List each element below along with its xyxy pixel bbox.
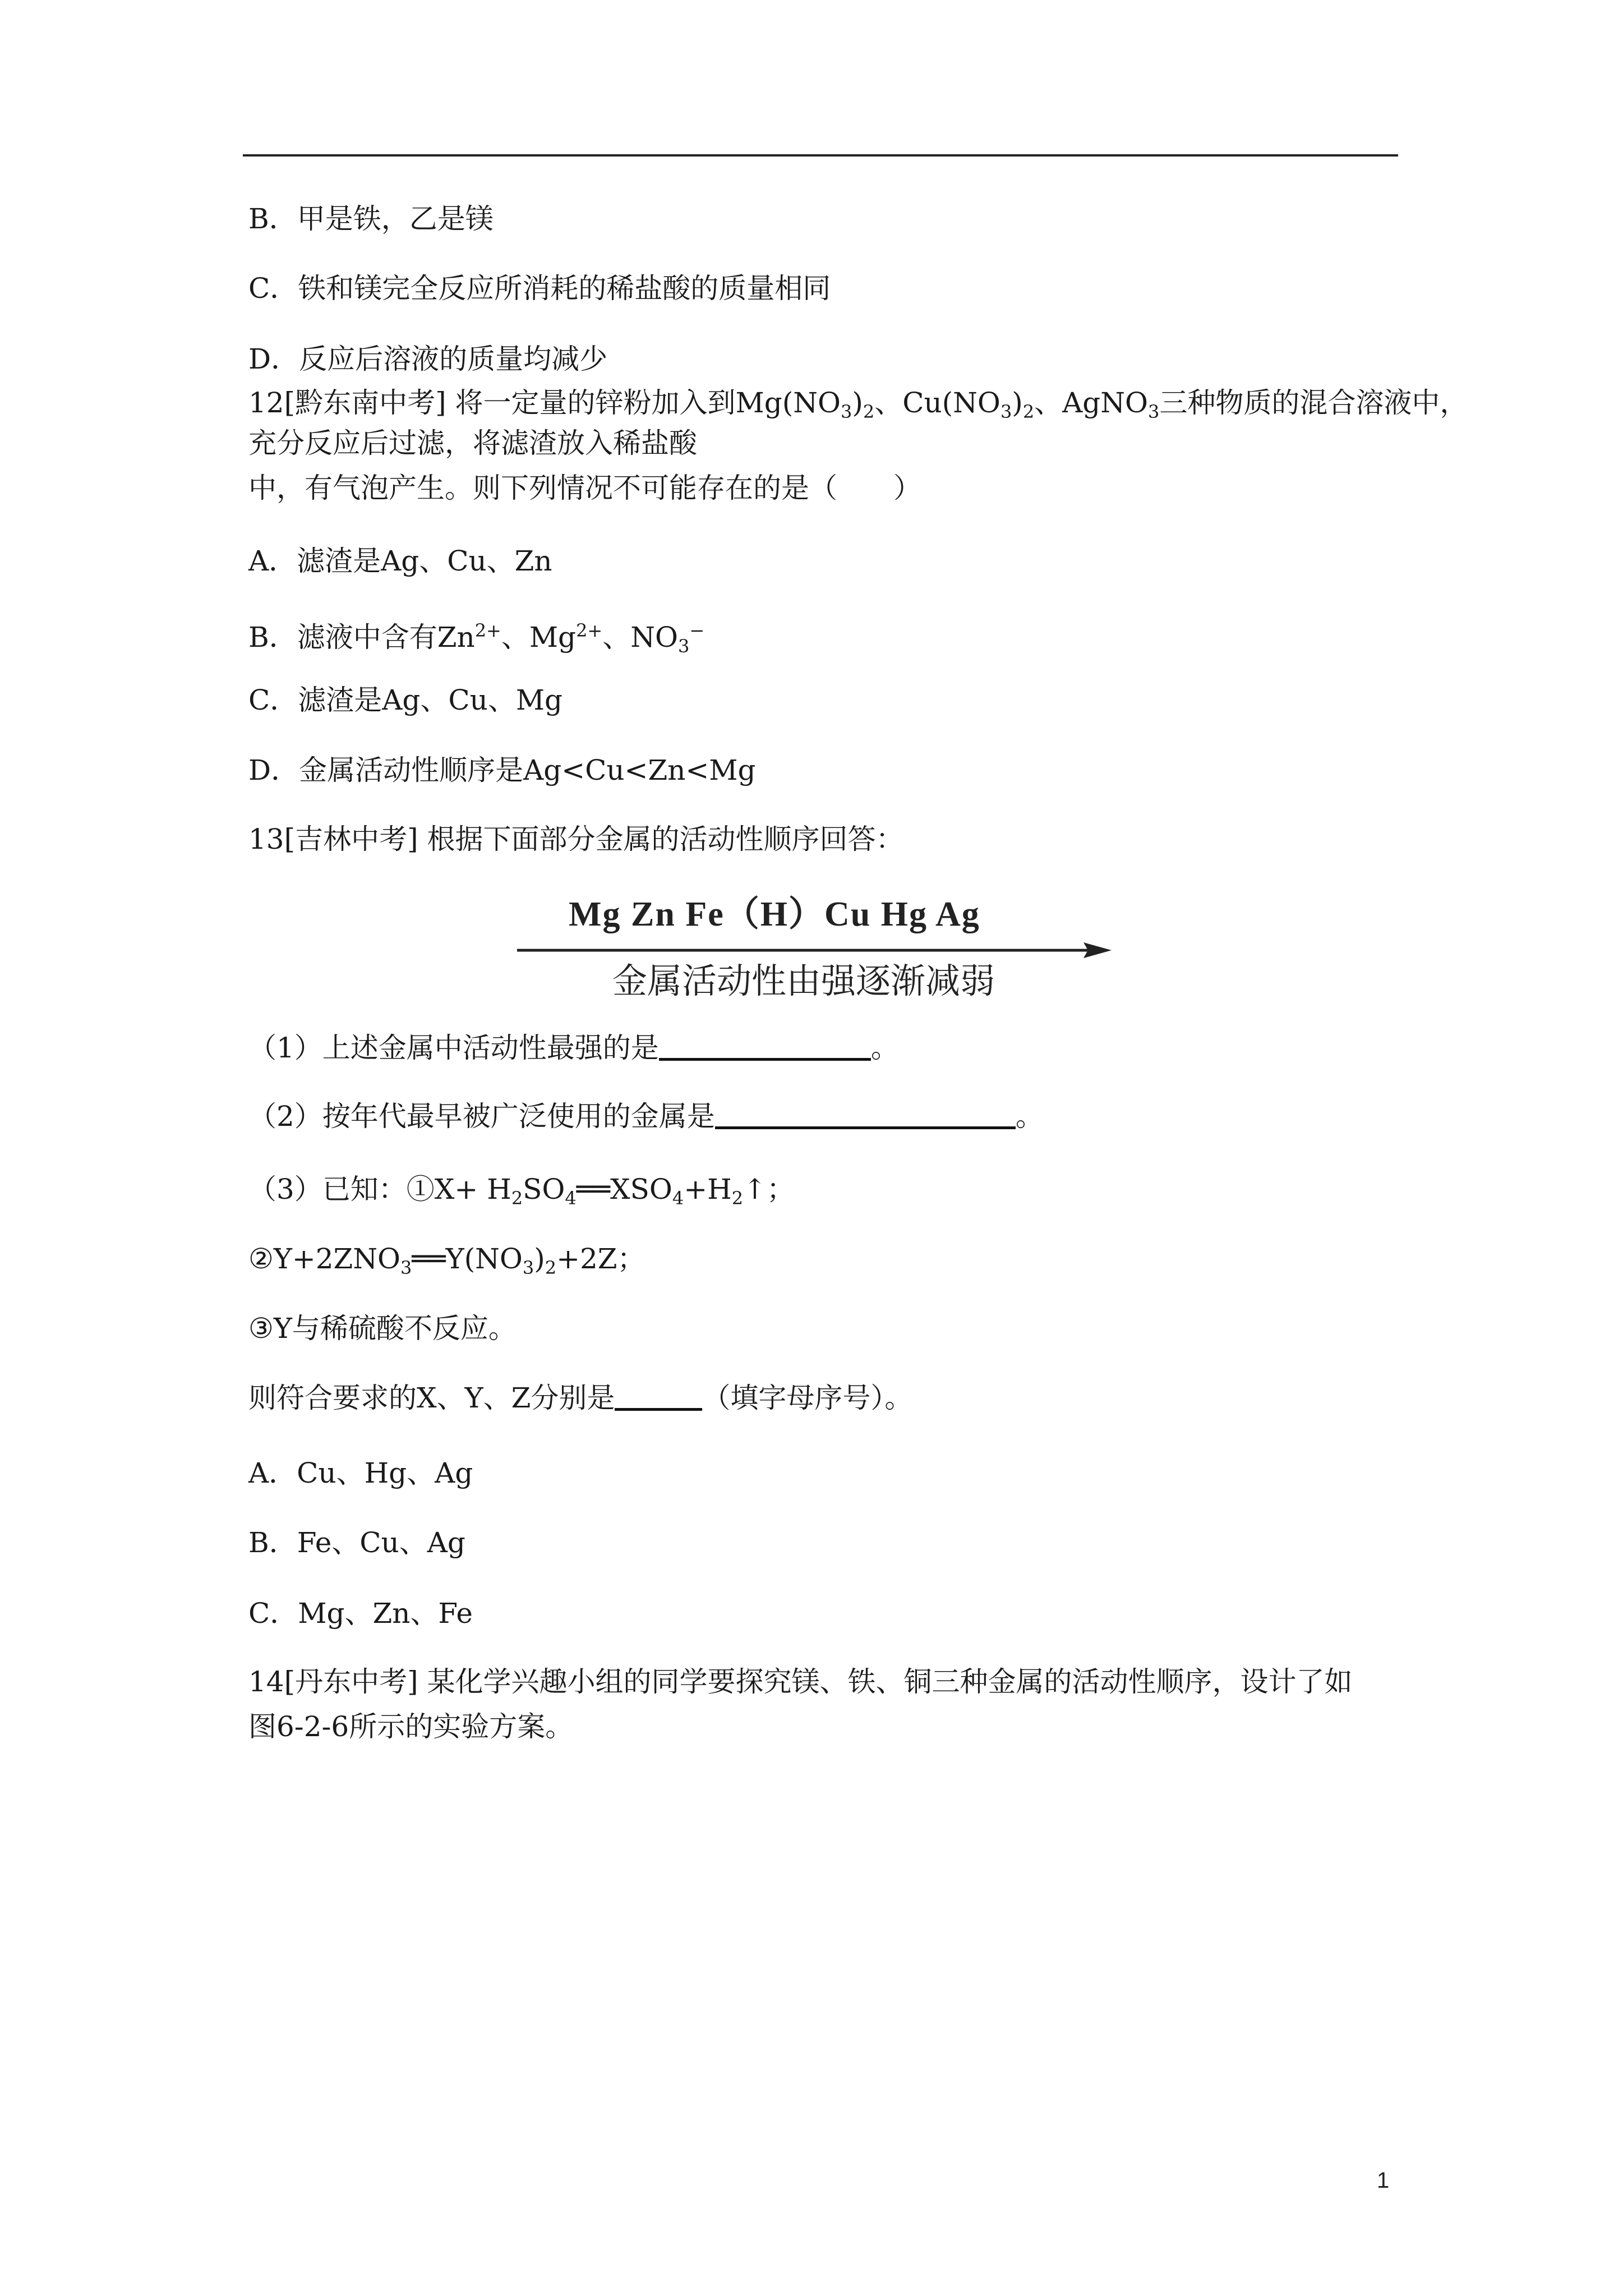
q13-part1: （1）上述金属中活动性最强的是 。 (248, 1032, 899, 1064)
header-rule (243, 154, 1398, 157)
metal-activity-figure (517, 892, 1112, 1004)
q11-option-b: B．甲是铁，乙是镁 (248, 203, 494, 235)
q12-stem-line1: 12[黔东南中考] 将一定量的锌粉加入到$Mg(NO_3)_2$、$Cu(NO_3)_2$、AgNO$_3$三种物质的混合溶液中， (248, 386, 1468, 422)
answer-blank-1[interactable] (659, 1033, 871, 1061)
q11-option-c: C．铁和镁完全反应所消耗的稀盐酸的质量相同 (248, 272, 831, 305)
q13-option-c: C．Mg、Zn、Fe (248, 1597, 473, 1630)
q13-option-a: A．Cu、Hg、Ag (248, 1457, 473, 1489)
figure-metal-symbols: Mg Zn Fe（H）Cu Hg Ag (569, 895, 980, 933)
q13-part2: （2）按年代最早被广泛使用的金属是 。 (248, 1100, 1044, 1133)
q12-option-c: C．滤渣是Ag、Cu、Mg (248, 684, 563, 716)
page-number: 1 (1377, 2168, 1390, 2193)
q12-option-b: B．滤液中含有$Zn^{2+}$、$Mg^{2+}$、$NO_3^-$ (248, 620, 705, 657)
q13-stem: 13[吉林中考] 根据下面部分金属的活动性顺序回答： (248, 823, 904, 855)
q13-part3-condition: ③Y与稀硫酸不反应。 (248, 1312, 517, 1345)
q12-stem-line2: 充分反应后过滤，将滤渣放入稀盐酸 (248, 427, 697, 459)
q13-part3-equation2: $②Y+2ZNO_3══Y(NO_3)_2+2Z$； (248, 1243, 645, 1278)
q13-option-b: B．Fe、Cu、Ag (248, 1526, 465, 1559)
q12-option-d: D．金属活动性顺序是Ag<Cu<Zn<Mg (248, 754, 756, 786)
answer-blank-3[interactable] (615, 1383, 702, 1411)
q13-part3-equation1: （3）已知：①X+ $H_2SO_4══XSO_4+H_2↑$； (248, 1173, 795, 1209)
q12-option-a: A．滤渣是Ag、Cu、Zn (248, 545, 552, 577)
q14-stem-line1: 14[丹东中考] 某化学兴趣小组的同学要探究镁、铁、铜三种金属的活动性顺序，设计了如 (248, 1665, 1353, 1698)
q14-stem-line2: 图6-2-6所示的实验方案。 (248, 1710, 574, 1743)
q11-option-d: D．反应后溶液的质量均减少 (248, 343, 608, 375)
q13-part3-question: 则符合要求的X、Y、Z分别是 （填字母序号）。 (248, 1382, 913, 1414)
q12-stem-line3: 中，有气泡产生。则下列情况不可能存在的是（ ） (248, 472, 921, 504)
arrow-right-icon (517, 939, 1112, 961)
figure-caption: 金属活动性由强逐渐减弱 (612, 962, 995, 1001)
answer-blank-2[interactable] (715, 1102, 1016, 1129)
